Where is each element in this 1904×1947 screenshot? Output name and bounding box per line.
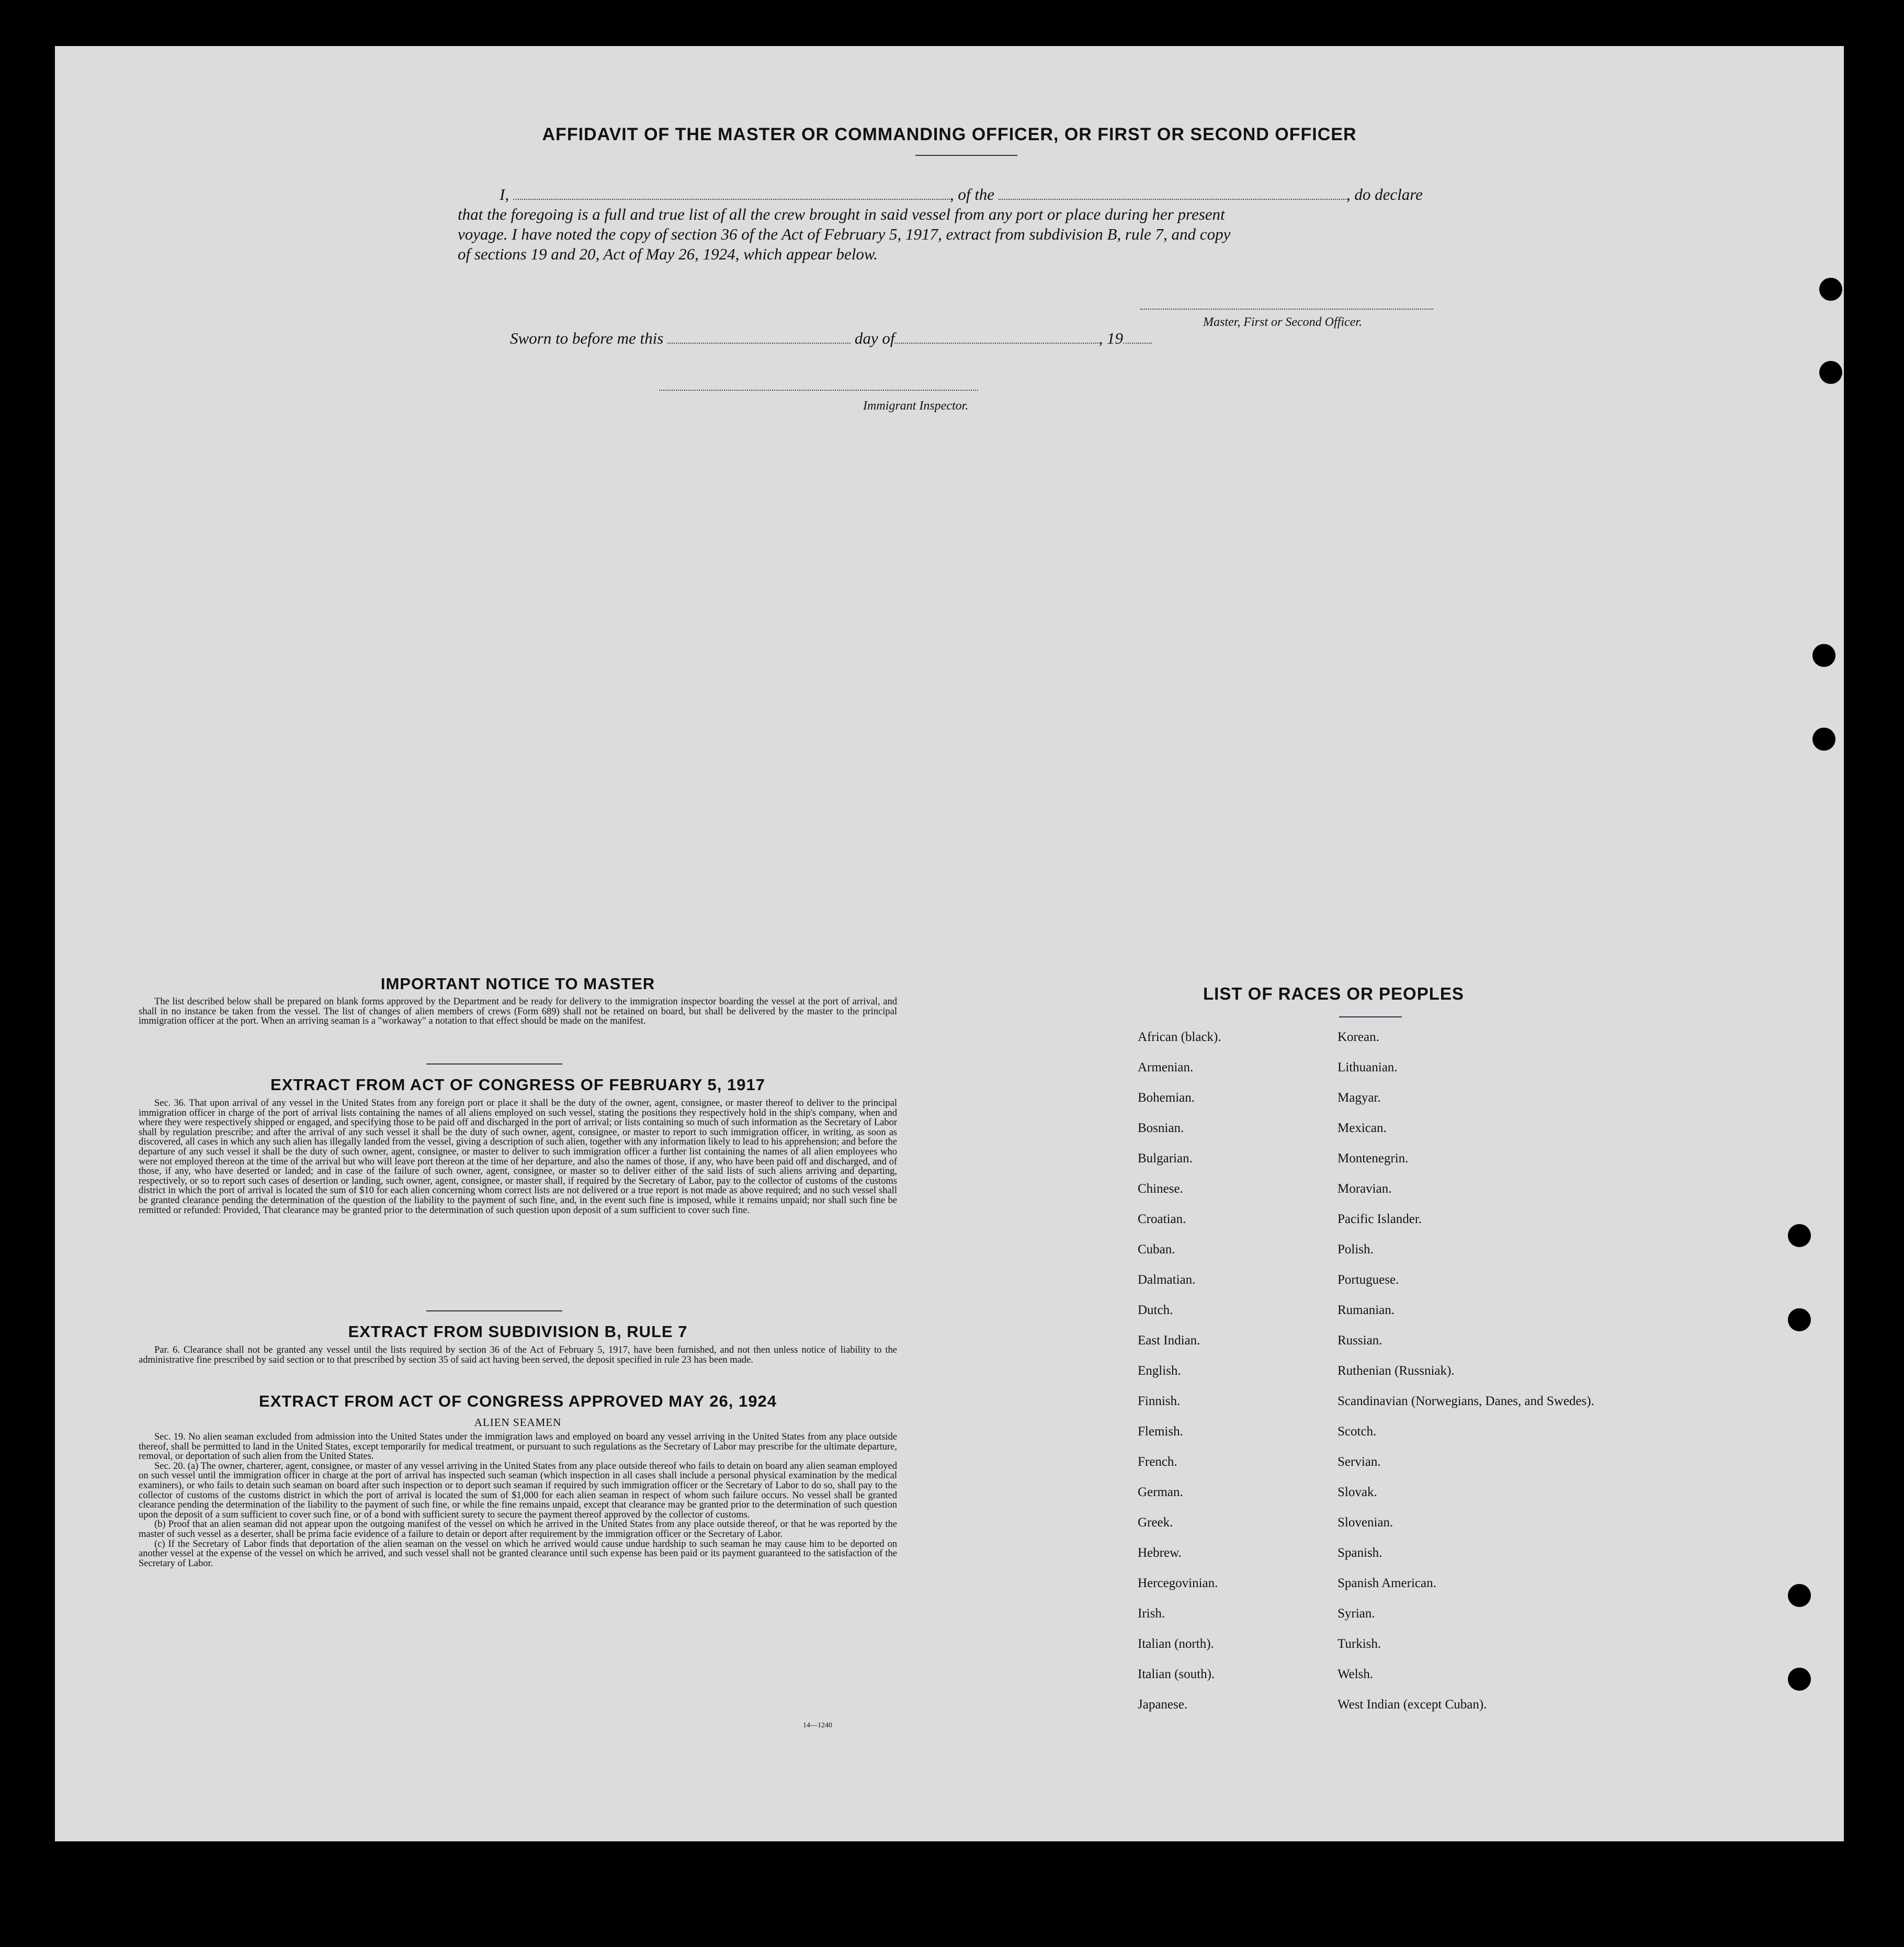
affidavit-of-the: , of the <box>949 185 995 203</box>
race-item: Japanese. <box>1138 1697 1188 1712</box>
extract-1924-body <box>139 1432 897 1568</box>
race-item: Spanish. <box>1338 1546 1382 1560</box>
sworn-year-field[interactable] <box>1123 329 1152 344</box>
punch-hole <box>1819 278 1842 301</box>
race-item: Ruthenian (Russniak). <box>1338 1364 1455 1378</box>
affidavit-i: I, <box>500 185 509 203</box>
divider <box>1339 1016 1402 1017</box>
document-page <box>55 46 1844 1841</box>
race-item: Hercegovinian. <box>1138 1576 1218 1590</box>
race-item: Hebrew. <box>1138 1546 1182 1560</box>
divider <box>426 1310 562 1311</box>
extract-1924-title: EXTRACT FROM ACT OF CONGRESS APPROVED MAY 26, 1924 <box>259 1392 777 1410</box>
punch-hole <box>1819 361 1842 384</box>
extract-1917-body: Sec. 36. That upon arrival of any vessel in the United States from any foreign port or place it shall be the duty of the owner, agent, consignee, or master thereof to deliver to the principal immigration officer in charge of the port of arrival lists containing the names of all aliens employed on such vessel, stating the positions they respectively hold in the ship's company, when and where they were respectively shipped or engaged, and specifying those to be paid off and discharged in the port of arrival; or lists containing so much of such information as the Secretary of Labor shall by regulation prescribe; and after the arrival of any such vessel it shall be the duty of such owner, agent, consignee, or master to report to such immigration officer, in writing, as soon as discovered, all cases in which any such alien has illegally landed from the vessel, giving a description of such alien, together with any information likely to lead to his apprehension; and before the departure of any such vessel it shall be the duty of such owner, agent, consignee, or master to deliver to such immigration officer a further list containing the names of all alien employees who were not employed thereon at the time of the arrival but who will leave port thereon at the time of her departure, and also the names of those, if any, who have been paid off and discharged, and of those, if any, who have deserted or landed; and in case of the failure of such owner, agent, consignee, or master so to deliver either of the said lists of such aliens arriving and departing, respectively, or so to report such cases of desertion or landing, such owner, agent, consignee, or master shall, if required by the Secretary of Labor, pay to the collector of customs of the customs district in which the port of arrival is located the sum of $10 for each alien concerning whom correct lists are not delivered or a true report is not made as above required; and no such vessel shall be granted clearance pending the determination of the question of the liability to the payment of such fine, and, in the event such fine is imposed, while it remains unpaid; nor shall such fine be remitted or refunded: Provided, That clearance may be granted prior to the determination of such question upon deposit of a sum sufficient to cover such fine. <box>139 1098 897 1216</box>
race-item: Portuguese. <box>1338 1273 1399 1287</box>
affidavit-title: AFFIDAVIT OF THE MASTER OR COMMANDING OFFICER, OR FIRST OR SECOND OFFICER <box>542 124 1357 144</box>
punch-hole <box>1788 1668 1811 1691</box>
alien-seamen-heading: ALIEN SEAMEN <box>474 1416 562 1429</box>
race-item: Chinese. <box>1138 1182 1183 1196</box>
race-item: Slovak. <box>1338 1485 1377 1499</box>
race-item: Finnish. <box>1138 1394 1181 1408</box>
race-item: Armenian. <box>1138 1060 1194 1074</box>
races-left-column <box>1138 1029 1310 1727</box>
race-item: Syrian. <box>1338 1606 1375 1621</box>
form-number: 14—1240 <box>803 1722 832 1729</box>
race-item: Mexican. <box>1338 1121 1387 1135</box>
sec-20a-text: Sec. 20. (a) The owner, charterer, agent, consignee, or master of any vessel arriving in the United States from any place outside thereof who fails to detain on board any alien seaman employed on such vessel until the immigration officer in charge at the port of arrival has inspected such seaman (which inspection in all cases shall include a personal physical examination by the medical examiners), or who fails to detain such seaman on board after such inspection or to deport such seaman if required by such immigration officer or the Secretary of Labor to do so, shall pay to the collector of customs of the customs district in which the port of arrival is located the sum of $1,000 for each alien seaman in respect of whom such failure occurs. No vessel shall be granted clearance pending the determination of the liability to the payment of such fine, or while the fine remains unpaid, except that clearance may be granted prior to the determination of such question upon the deposit of a sum sufficient to cover such fine, or of a bond with sufficient surety to secure the payment thereof approved by the collector of customs. <box>139 1461 897 1520</box>
sec-20c-text: (c) If the Secretary of Labor finds that deportation of the alien seaman on the vessel on which he arrived would cause undue hardship to such seaman he may cause him to be deported on another vessel at the expense of the vessel on which he arrived, and such vessel shall not be granted clearance until such expense has been paid or its payment guaranteed to the satisfaction of the Secretary of Labor. <box>139 1538 897 1569</box>
master-signature-line[interactable] <box>1140 308 1433 310</box>
divider <box>915 155 1017 156</box>
master-caption: Master, First or Second Officer. <box>1203 315 1362 329</box>
race-item: Polish. <box>1338 1242 1374 1257</box>
race-item: Flemish. <box>1138 1424 1183 1439</box>
race-item: East Indian. <box>1138 1333 1200 1348</box>
punch-hole <box>1788 1584 1811 1607</box>
race-item: English. <box>1138 1364 1181 1378</box>
race-item: Servian. <box>1338 1455 1381 1469</box>
race-item: Cuban. <box>1138 1242 1175 1257</box>
race-item: Magyar. <box>1338 1091 1381 1105</box>
race-item: Croatian. <box>1138 1212 1186 1226</box>
sworn-label: Sworn to before me this <box>510 329 664 347</box>
affidavit-declare: , do declare <box>1346 185 1423 203</box>
race-item: Irish. <box>1138 1606 1165 1621</box>
race-item: Turkish. <box>1338 1637 1381 1651</box>
affidavit-line-4: of sections 19 and 20, Act of May 26, 1924, which appear below. <box>458 245 878 263</box>
notice-body: The list described below shall be prepared on blank forms approved by the Department and be ready for delivery to the immigration inspector boarding the vessel at the port of arrival, and shall in no instance be taken from the vessel. The list of changes of alien members of crews (Form 689) shall not be retained on board, but shall be delivered by the master to the principal immigration officer at the port. When an arriving seaman is a "workaway" a notation to that effect should be made on the manifest. <box>139 997 897 1027</box>
race-item: Scandinavian (Norwegians, Danes, and Swedes). <box>1338 1394 1594 1408</box>
race-item: Moravian. <box>1338 1182 1392 1196</box>
day-of-label: day of <box>854 329 895 347</box>
race-item: French. <box>1138 1455 1177 1469</box>
sec-19-text: Sec. 19. No alien seaman excluded from admission into the United States under the immigration laws and employed on board any vessel arriving in the United States from any place outside thereof, shall be permitted to land in the United States, except temporarily for medical treatment, or pursuant to such regulations as the Secretary of Labor may prescribe for the ultimate departure, removal, or deportation of such alien from the United States. <box>139 1432 897 1462</box>
race-item: Italian (north). <box>1138 1637 1214 1651</box>
race-item: Bosnian. <box>1138 1121 1184 1135</box>
race-item: Greek. <box>1138 1515 1173 1530</box>
punch-hole <box>1812 644 1835 667</box>
races-right-column <box>1338 1029 1610 1727</box>
race-item: West Indian (except Cuban). <box>1338 1697 1487 1712</box>
race-item: German. <box>1138 1485 1183 1499</box>
affidavit-declaration <box>458 185 1525 264</box>
race-item: Bulgarian. <box>1138 1151 1193 1165</box>
sworn-month-field[interactable] <box>894 329 1098 344</box>
inspector-signature-line[interactable] <box>659 389 978 391</box>
race-item: Spanish American. <box>1338 1576 1436 1590</box>
race-item: African (black). <box>1138 1030 1221 1044</box>
affidavit-line-2: that the foregoing is a full and true list of all the crew brought in said vessel from any port or place during her present <box>458 205 1225 223</box>
race-item: Russian. <box>1338 1333 1382 1348</box>
punch-hole <box>1788 1308 1811 1331</box>
sworn-line <box>510 329 1295 348</box>
race-item: Montenegrin. <box>1338 1151 1409 1165</box>
sec-20b-text: (b) Proof that an alien seaman did not appear upon the outgoing manifest of the vessel on which he arrived in the United States from any place outside thereof, or that he was reported by the master of such vessel as a deserter, shall be prima facie evidence of a failure to detain or deport after requirement by the immigration officer or the Secretary of Labor. <box>139 1519 897 1540</box>
race-item: Rumanian. <box>1338 1303 1395 1317</box>
race-item: Lithuanian. <box>1338 1060 1398 1074</box>
race-item: Bohemian. <box>1138 1091 1195 1105</box>
punch-hole <box>1788 1224 1811 1247</box>
extract-rule7-body: Par. 6. Clearance shall not be granted any vessel until the lists required by section 36 of the Act of February 5, 1917, have been furnished, and not then unless notice of liability to the administrative fine prescribed by said section or to that prescribed by section 35 of said act having been served, the deposit specified in rule 23 has been made. <box>139 1345 897 1365</box>
race-item: Welsh. <box>1338 1667 1374 1681</box>
name-field[interactable] <box>513 185 950 200</box>
extract-1917-title: EXTRACT FROM ACT OF CONGRESS OF FEBRUARY 5, 1917 <box>270 1076 765 1094</box>
sworn-day-field[interactable] <box>667 329 851 344</box>
race-item: Pacific Islander. <box>1338 1212 1422 1226</box>
inspector-caption: Immigrant Inspector. <box>863 399 969 413</box>
year-label: , 19 <box>1098 329 1123 347</box>
affidavit-line-3: voyage. I have noted the copy of section 36 of the Act of February 5, 1917, extract from subdivision B, rule 7, and copy <box>458 225 1231 243</box>
punch-hole <box>1812 728 1835 751</box>
races-title: LIST OF RACES OR PEOPLES <box>1203 984 1464 1003</box>
divider <box>426 1063 562 1065</box>
notice-title: IMPORTANT NOTICE TO MASTER <box>380 975 655 993</box>
race-item: Slovenian. <box>1338 1515 1393 1530</box>
race-item: Italian (south). <box>1138 1667 1215 1681</box>
race-item: Korean. <box>1338 1030 1379 1044</box>
vessel-field[interactable] <box>999 185 1346 200</box>
race-item: Scotch. <box>1338 1424 1377 1439</box>
race-item: Dutch. <box>1138 1303 1173 1317</box>
extract-rule7-title: EXTRACT FROM SUBDIVISION B, RULE 7 <box>348 1322 688 1341</box>
race-item: Dalmatian. <box>1138 1273 1196 1287</box>
